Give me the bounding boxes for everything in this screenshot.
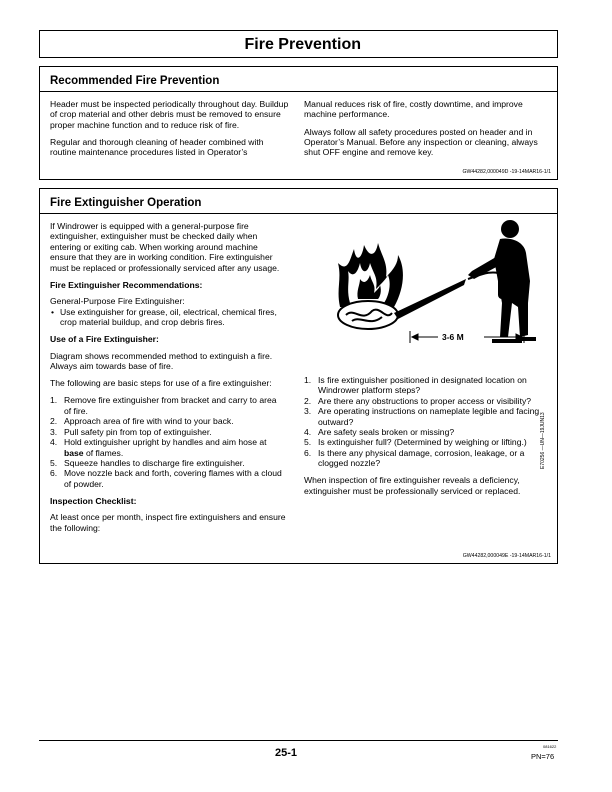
paragraph: The following are basic steps for use of a fire extinguisher: xyxy=(50,378,272,389)
list-item: 4. Are safety seals broken or missing? xyxy=(304,427,455,438)
paragraph: General-Purpose Fire Extinguisher: xyxy=(50,296,185,307)
paragraph: Regular and thorough cleaning of header combined with routine maintenance procedures listed in Operator’s xyxy=(50,137,264,158)
right-column xyxy=(304,375,552,503)
paragraph: At least once per month, inspect fire extinguishers and ensure the following: xyxy=(50,512,286,533)
debris-pile-icon xyxy=(338,301,398,329)
paragraph: When inspection of fire extinguisher reveals a deficiency, extinguisher must be professionally serviced or replaced. xyxy=(304,475,521,496)
list-item: 2. Are there any obstructions to proper access or visibility? xyxy=(304,395,532,406)
list-item: 1. Is fire extinguisher positioned in designated location on Windrower platform steps? xyxy=(304,375,527,396)
reference-code: GW44282,000049D -19-14MAR16-1/1 xyxy=(462,169,551,175)
section-divider xyxy=(40,91,557,92)
section-fire-extinguisher-operation xyxy=(39,188,558,564)
paragraph: Manual reduces risk of fire, costly downtime, and improve machine performance. xyxy=(304,99,523,120)
subheading: Fire Extinguisher Recommendations: xyxy=(50,279,203,290)
list-item: 5. Is extinguisher full? (Determined by weighing or lifting.) xyxy=(304,437,527,448)
subheading: Inspection Checklist: xyxy=(50,495,137,506)
footer-divider xyxy=(39,740,558,741)
figure-id: E70256 —UN—19JUN13 xyxy=(540,412,546,469)
page-number: 25-1 xyxy=(275,747,298,759)
left-column xyxy=(50,221,286,540)
part-number: PN=76 xyxy=(531,752,555,761)
bullet-icon: • xyxy=(51,306,55,317)
left-column xyxy=(50,99,292,165)
spray-icon xyxy=(394,279,466,319)
list-item: 3. Are operating instructions on nameplate legible and facing outward? xyxy=(304,406,540,427)
fire-extinguisher-illustration xyxy=(332,219,562,349)
fire-extinguisher-icon xyxy=(468,272,510,299)
list-item: 4. Hold extinguisher upright by handles and aim hose at base of flames. xyxy=(50,437,267,458)
paragraph: Always follow all safety procedures posted on header and in Operator’s Manual. Before any inspection or cleaning, always shut OFF engine and remove key. xyxy=(304,126,538,158)
paragraph: If Windrower is equipped with a general-purpose fire extinguisher, extinguisher must be checked daily when entering or exiting cab. When working around machine ensure that they are in working condition. Fire extinguisher must be replaced or professionally serviced after any usage. xyxy=(50,221,280,273)
section-title: Fire Extinguisher Operation xyxy=(50,197,202,209)
paragraph: Header must be inspected periodically throughout day. Buildup of crop material and other debris must be removed to ensure proper machine function and to reduce risk of fire. xyxy=(50,99,289,130)
section-divider xyxy=(40,213,557,214)
paragraph: Diagram shows recommended method to extinguish a fire. Always aim towards base of fire. xyxy=(50,350,273,372)
reference-code: GW44282,000049E -19-14MAR16-1/1 xyxy=(462,553,551,559)
section-recommended-fire-prevention xyxy=(39,66,558,180)
bullet-list xyxy=(50,307,286,328)
distance-label: 3-6 M xyxy=(442,332,464,342)
list-item: 3. Pull safety pin from top of extinguisher. xyxy=(50,426,212,437)
steps-list xyxy=(50,395,286,489)
list-item: 6. Move nozzle back and forth, covering flames with a cloud of powder. xyxy=(50,468,282,489)
list-item: • Use extinguisher for grease, oil, electrical, chemical fires, crop material buildup, and crop debris fires. xyxy=(51,306,277,328)
right-column xyxy=(304,99,552,165)
list-item: 2. Approach area of fire with wind to your back. xyxy=(50,416,234,427)
subheading: Use of a Fire Extinguisher: xyxy=(50,334,159,345)
checklist xyxy=(304,375,552,469)
list-item: 1. Remove fire extinguisher from bracket and carry to area of fire. xyxy=(50,395,277,416)
list-item: 5. Squeeze handles to discharge fire extinguisher. xyxy=(50,457,245,468)
page-title: Fire Prevention xyxy=(244,36,361,53)
page-title-box xyxy=(39,30,558,58)
list-item: 6. Is there any physical damage, corrosion, leakage, or a clogged nozzle? xyxy=(304,447,525,469)
section-title: Recommended Fire Prevention xyxy=(50,75,220,87)
footer-code: 081622 xyxy=(543,744,557,749)
